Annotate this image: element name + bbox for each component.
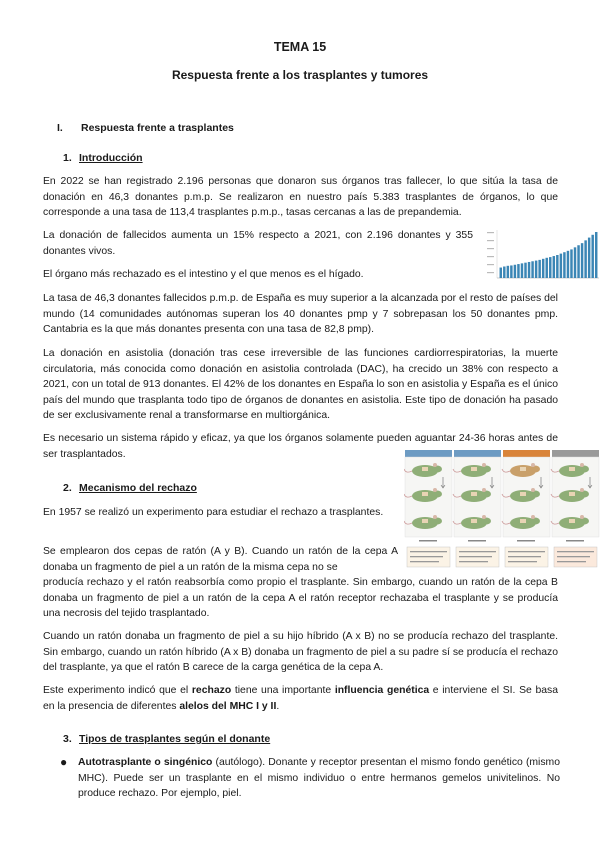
bar bbox=[560, 254, 562, 278]
bar bbox=[535, 261, 537, 278]
bar bbox=[584, 240, 586, 278]
bullet-icon: ● bbox=[60, 755, 68, 769]
bar bbox=[538, 260, 540, 278]
subsection-title: Tipos de trasplantes según el donante bbox=[79, 733, 271, 745]
bar bbox=[528, 262, 530, 278]
subsection-title: Introducción bbox=[79, 152, 143, 164]
bar bbox=[549, 257, 551, 278]
paragraph: El órgano más rechazado es el intestino y el que menos es el hígado. bbox=[43, 269, 364, 280]
bar bbox=[574, 247, 576, 278]
paragraph: Se emplearon dos cepas de ratón (A y B). Cuando un ratón de la cepa A donaba un fragmento de piel a un ratón de la misma cepa no se bbox=[43, 546, 398, 573]
paragraph: La donación de fallecidos aumenta un 15% respecto a 2021, con 2.196 donantes y 355 donantes vivos. bbox=[43, 230, 473, 257]
bar bbox=[567, 251, 569, 278]
subsection-number: 1. bbox=[63, 152, 72, 164]
bar bbox=[542, 259, 544, 278]
subsection-title: Mecanismo del rechazo bbox=[79, 482, 197, 494]
subsection-number: 3. bbox=[63, 733, 72, 745]
figure-panel-header bbox=[503, 450, 550, 457]
bar bbox=[577, 245, 579, 278]
figure-panel-header bbox=[405, 450, 452, 457]
bar bbox=[531, 261, 533, 278]
section-heading bbox=[57, 122, 234, 134]
document-subtitle: Respuesta frente a los trasplantes y tumores bbox=[171, 68, 429, 82]
paragraph: La donación en asistolia (donación tras cese irreversible de las funciones cardiorrespiratorias, la muerte circulatoria, más conocida como donación en asistolia controlada (DAC), ha crecido un 38% con respecto a 2021, con un total de 913 donantes. El 42% de los donantes en España lo son en asistolia y España es el único país del mundo que trasplanta todo tipo de órganos de donantes en asistolia. Este tipo de donación ha pasado de ser exclusivamente renal a transformarse en multiorgánica. bbox=[43, 348, 558, 422]
donors-bar-chart bbox=[485, 226, 600, 282]
subsection-heading-mecanismo bbox=[63, 482, 197, 494]
bar bbox=[591, 235, 593, 278]
list-item bbox=[60, 755, 560, 802]
bar bbox=[521, 263, 523, 278]
bar bbox=[545, 258, 547, 278]
paragraph: Es necesario un sistema rápido y eficaz, ya que los órganos solamente pueden aguantar 24-36 horas antes de ser trasplantados. bbox=[43, 433, 558, 460]
bar bbox=[514, 265, 516, 278]
bar bbox=[503, 267, 505, 279]
bar bbox=[517, 264, 519, 278]
figure-panel-header bbox=[552, 450, 599, 457]
bar bbox=[500, 268, 502, 278]
subsection-heading-tipos bbox=[63, 733, 270, 745]
bar bbox=[510, 265, 512, 278]
paragraph: producía rechazo y el ratón reabsorbía como propio el trasplante. Sin embargo, cuando un ratón de la cepa B donaba un fragmento de piel a un ratón de la cepa A el ratón receptor rechazaba el trasplante y se producía una necrosis del tejido trasplantado. bbox=[43, 577, 558, 620]
paragraph: Este experimento indicó que el rechazo tiene una importante influencia genética e interviene el SI. Se basa en la presencia de diferentes alelos del MHC I y II. bbox=[43, 685, 559, 712]
document-title: TEMA 15 bbox=[273, 40, 327, 54]
subsection-heading-intro bbox=[63, 152, 143, 164]
bar bbox=[507, 266, 509, 278]
paragraph: La tasa de 46,3 donantes fallecidos p.m.p. de España es muy superior a la alcanzada por el resto de países del mundo (14 comunidades autónomas superan los 40 donantes pmp y 7 sobrepasan los 50 donantes pmp. Cantabria es la que más donantes presenta con una tasa de 82,8 pmp). bbox=[43, 293, 558, 336]
bar bbox=[563, 252, 565, 278]
subsection-number: 2. bbox=[63, 482, 72, 494]
bar bbox=[581, 243, 583, 278]
figure-panel-header bbox=[454, 450, 501, 457]
skin-graft-experiment-figure bbox=[404, 449, 600, 571]
bar bbox=[588, 238, 590, 278]
section-title: Respuesta frente a trasplantes bbox=[81, 122, 234, 134]
paragraph: Cuando un ratón donaba un fragmento de piel a su hijo híbrido (A x B) no se producía rechazo del trasplante. Sin embargo, cuando un ratón híbrido (A x B) donaba un fragmento de piel a su padre sí se producía el rechazo del trasplante, ya que el ratón B carece de la carga genética de la cepa A. bbox=[43, 631, 558, 674]
list-item-text: Autotrasplante o singénico (autólogo). Donante y receptor presentan el mismo fondo genético (mismo MHC). Puede ser un trasplante en el mismo individuo o entre hermanos gemelos univitelinos. No produce rechazo. Por ejemplo, piel. bbox=[78, 757, 560, 800]
paragraph: En 2022 se han registrado 2.196 personas que donaron sus órganos tras fallecer, lo que sitúa la tasa de donación en 46,3 donantes p.m.p. Se realizaron en nuestro país 5.383 trasplantes de órganos, lo que corresponde a una tasa de 113,4 trasplantes p.m.p., tasas cercanas a las de prepandemia. bbox=[43, 176, 558, 219]
paragraph: En 1957 se realizó un experimento para estudiar el rechazo a trasplantes. bbox=[43, 507, 384, 518]
bar bbox=[595, 232, 597, 278]
bar bbox=[556, 255, 558, 278]
section-number: I. bbox=[57, 122, 63, 134]
bar bbox=[570, 249, 572, 278]
bar bbox=[524, 263, 526, 278]
bar bbox=[553, 256, 555, 278]
